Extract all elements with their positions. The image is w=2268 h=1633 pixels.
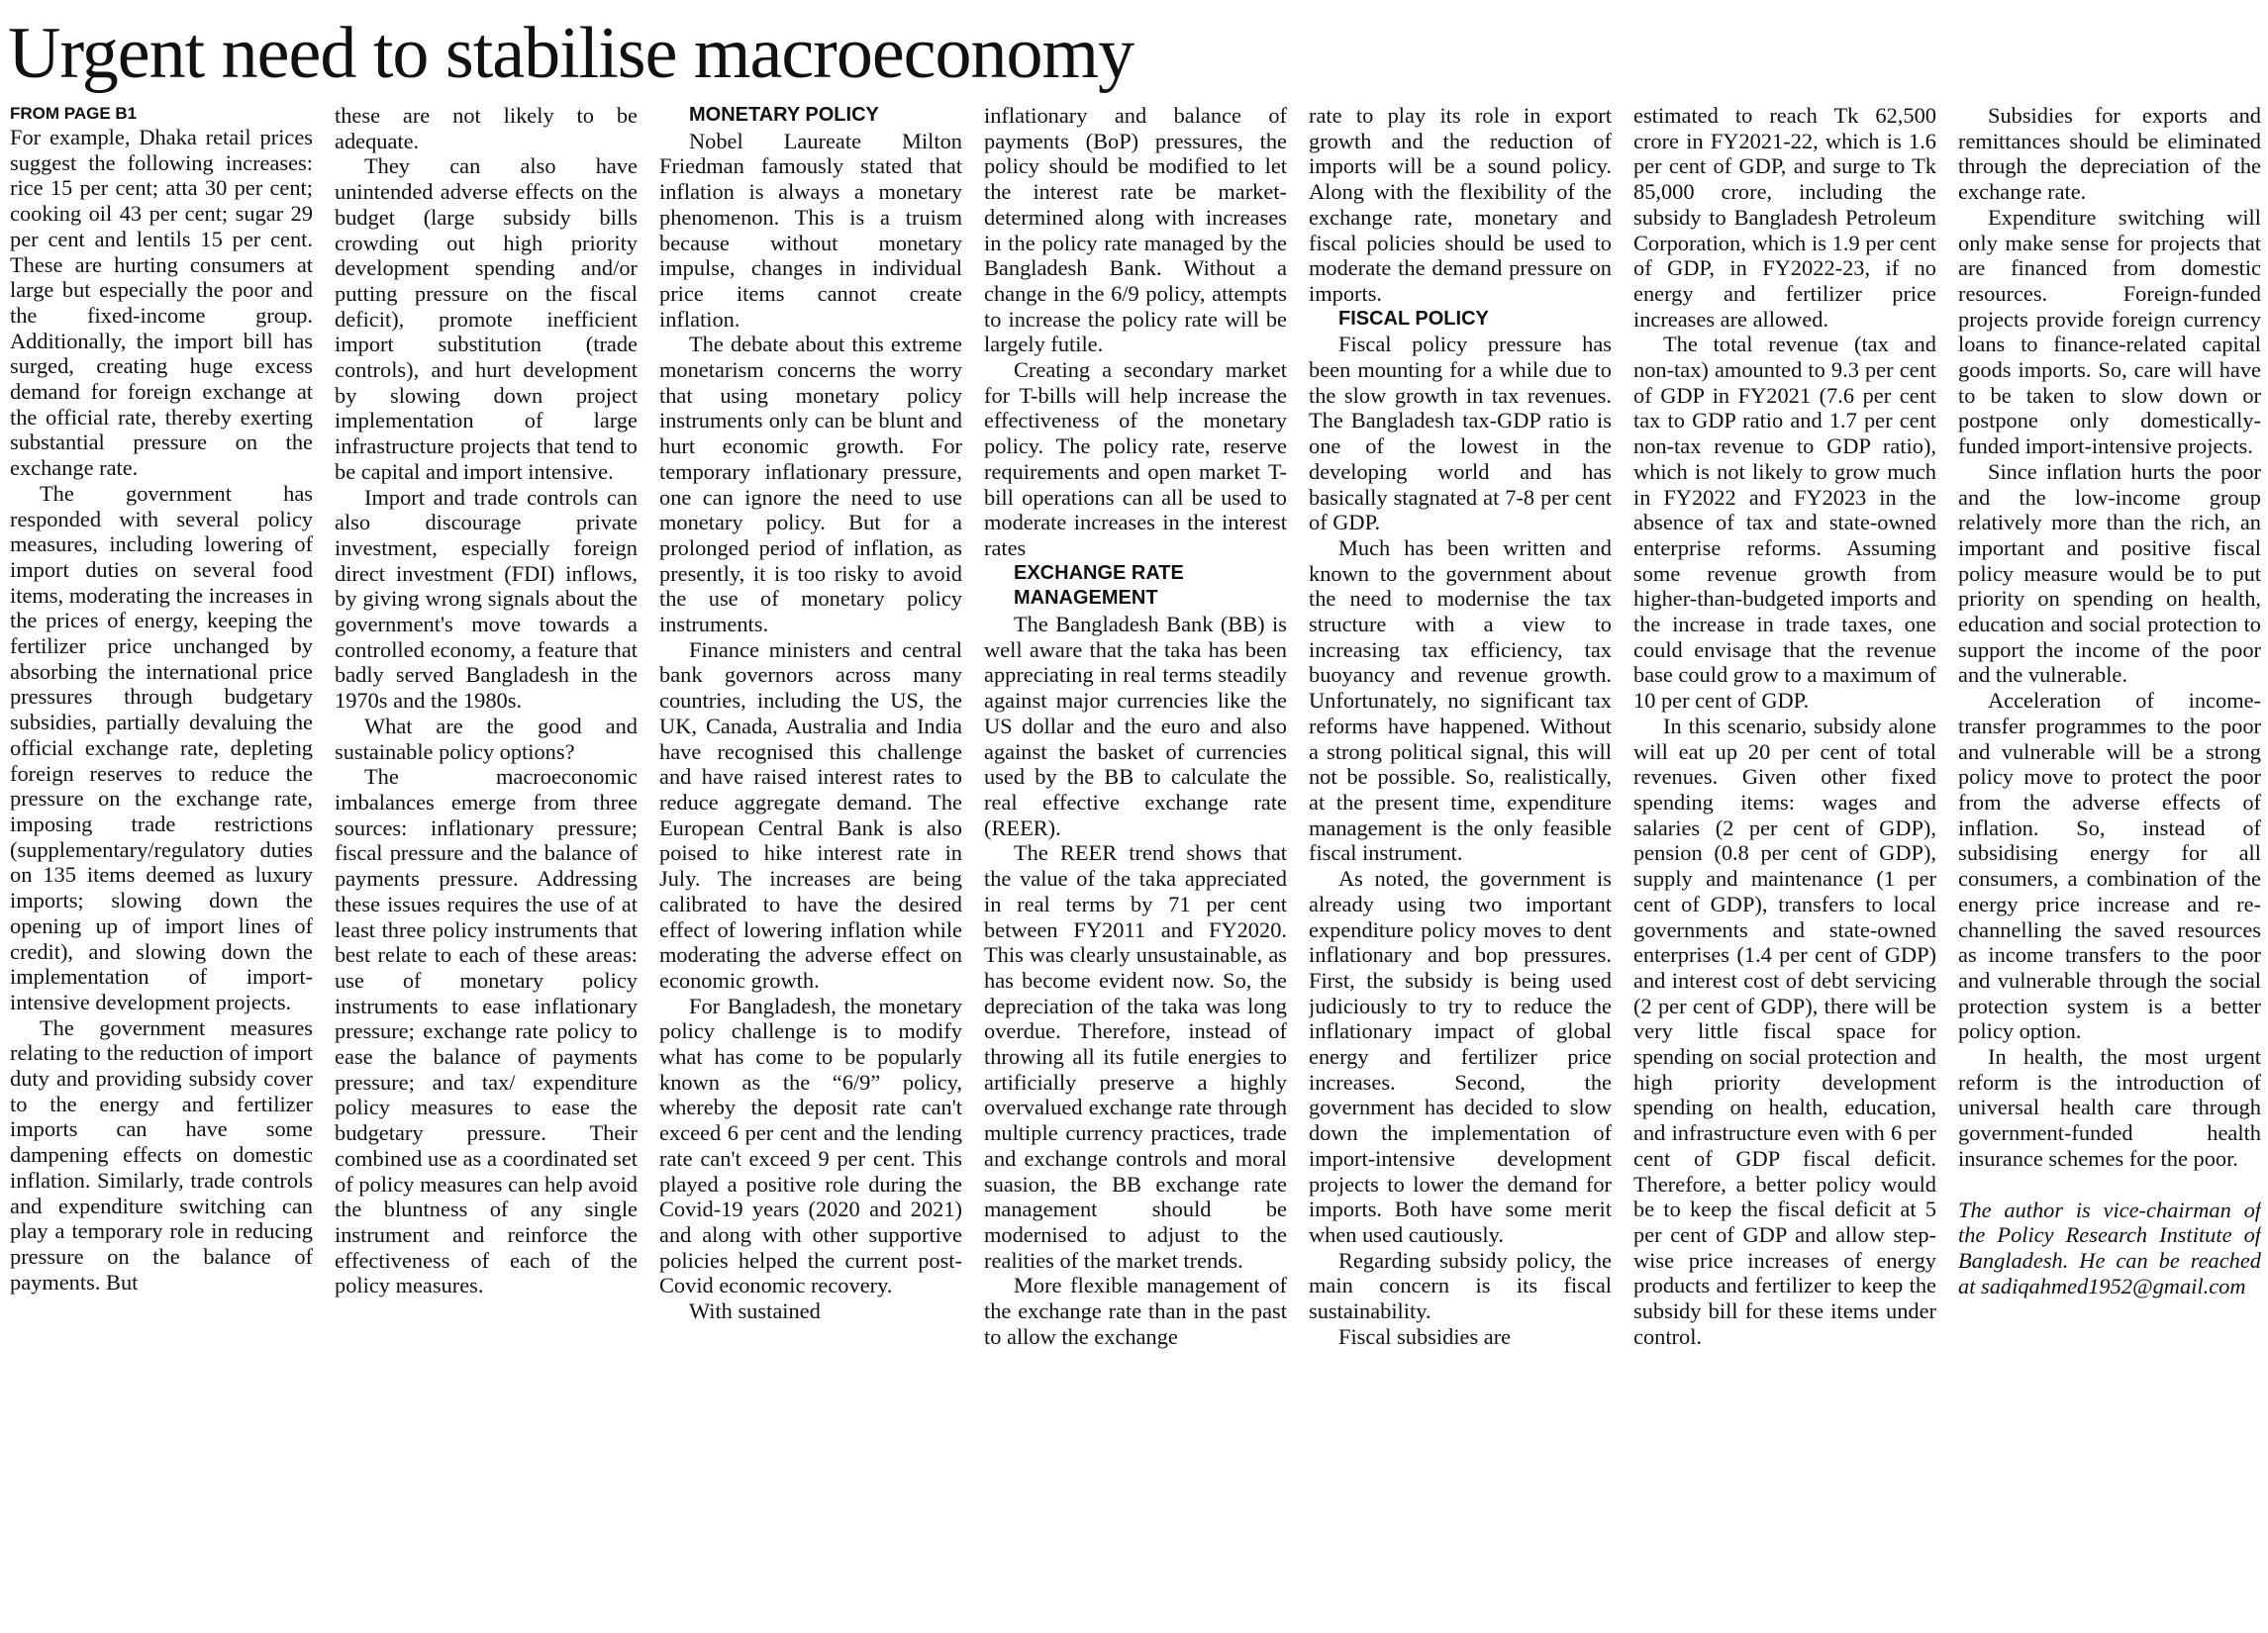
column-7 [1958, 103, 2261, 1627]
column-4 [984, 103, 1287, 1627]
paragraph: In health, the most urgent reform is the introduction of universal health care through government-funded health insurance schemes for the poor. [1958, 1044, 2261, 1171]
paragraph: Expenditure switching will only make sense for projects that are financed from domestic resources. Foreign-funded projects provide foreign currency loans to finance-related capital goods imports. So, care will have to be taken to slow down or postpone only domestically-funded import-intensive projects. [1958, 204, 2261, 459]
column-1 [10, 103, 313, 1627]
paragraph: With sustained [689, 1298, 821, 1324]
paragraph: The Bangladesh Bank (BB) is well aware that the taka has been appreciating in real terms steadily against major currencies like the US dollar and the euro and also against the basket of currencies used by the BB to calculate the real effective exchange rate (REER). [984, 612, 1287, 840]
paragraph: As noted, the government is already using two important expenditure policy moves to dent inflationary and bop pressures. First, the subsidy is being used judiciously to try to reduce the inflationary impact of global energy and fertilizer price increases. Second, the government has decided to slow down the implementation of import-intensive development projects to lower the demand for imports. Both have some merit when used cautiously. [1309, 866, 1612, 1247]
paragraph: rate to play its role in export growth and the reduction of imports will be a sound policy. Along with the flexibility of the exchange rate, monetary and fiscal policies should be used to moderate the demand pressure on imports. [1309, 103, 1612, 306]
section-heading-fiscal-policy: FISCAL POLICY [1338, 307, 1489, 330]
column-2 [335, 103, 638, 1627]
column-6 [1633, 103, 1936, 1627]
headline: Urgent need to stabilise macroeconomy [8, 13, 1134, 94]
paragraph: Fiscal subsidies are [1338, 1323, 1512, 1349]
paragraph: More flexible management of the exchange rate than in the past to allow the exchange [984, 1273, 1287, 1349]
paragraph: Finance ministers and central bank governors across many countries, including the US, the UK, Canada, Australia and India have recognised this challenge and have raised interest rates to reduce aggregate demand. The European Central Bank is also poised to hike interest rate in July. The increases are being calibrated to have the desired effect of lowering inflation while moderating the adverse effect on economic growth. [659, 636, 962, 993]
paragraph: Since inflation hurts the poor and the low-income group relatively more than the rich, an important and positive fiscal policy measure would be to put priority on spending on health, education and social protection to support the income of the poor and the vulnerable. [1958, 458, 2261, 688]
paragraph: Subsidies for exports and remittances should be eliminated through the depreciation of the exchange rate. [1958, 103, 2261, 205]
paragraph: For Bangladesh, the monetary policy challenge is to modify what has come to be popularly known as the “6/9” policy, whereby the deposit rate can't exceed 6 per cent and the lending rate can't exceed 9 per cent. This played a positive role during the Covid-19 years (2020 and 2021) and along with other supportive policies helped the current post-Covid economic recovery. [659, 993, 962, 1298]
continued-from-label: FROM PAGE B1 [10, 104, 138, 123]
paragraph: Acceleration of income-transfer programmes to the poor and vulnerable will be a strong policy move to protect the poor from the adverse effects of inflation. So, instead of subsidising energy for all consumers, a combination of the energy price increase and re-channelling the saved resources as income transfers to the poor and vulnerable through the social protection system is a better policy option. [1958, 688, 2261, 1044]
paragraph: Regarding subsidy policy, the main concern is its fiscal sustainability. [1309, 1247, 1612, 1324]
section-heading-monetary-policy: MONETARY POLICY [689, 104, 879, 126]
paragraph: The debate about this extreme monetarism concerns the worry that using monetary policy instruments only can be blunt and hurt economic growth. For temporary inflationary pressure, one can ignore the need to use monetary policy. But for a prolonged period of inflation, as presently, it is too risky to avoid the use of monetary policy instruments. [659, 332, 962, 637]
paragraph: The government measures relating to the reduction of import duty and providing subsidy cover to the energy and fertilizer imports can have some dampening effects on domestic inflation. Similarly, trade controls and expenditure switching can play a temporary role in reducing pressure on the balance of payments. But [10, 1014, 313, 1295]
paragraph: Creating a secondary market for T-bills will help increase the effectiveness of the monetary policy. The policy rate, reserve requirements and open market T-bill operations can all be used to moderate increases in the interest rates [984, 357, 1287, 560]
paragraph: For example, Dhaka retail prices suggest the following increases: rice 15 per cent; atta 30 per cent; cooking oil 43 per cent; sugar 29 per cent and lentils 15 per cent. These are hurting consumers at large but especially the poor and the fixed-income group. Additionally, the import bill has surged, creating huge excess demand for foreign exchange at the official rate, thereby exerting substantial pressure on the exchange rate. [10, 125, 313, 481]
paragraph: these are not likely to be adequate. [335, 103, 638, 153]
paragraph: The government has responded with several policy measures, including lowering of import duties on several food items, moderating the increases in the prices of energy, keeping the fertilizer price unchanged by absorbing the international price pressures through budgetary subsidies, partially devaluing the official exchange rate, depleting foreign reserves to reduce the pressure on the exchange rate, imposing trade restrictions (supplementary/regulatory duties on 135 items deemed as luxury imports; slowing down the opening up of import lines of credit), and slowing down the implementation of import-intensive development projects. [10, 480, 313, 1014]
column-3 [659, 103, 962, 1627]
author-byline: The author is vice-chairman of the Policy Research Institute of Bangladesh. He can be reached at sadiqahmed1952@gmail.com [1958, 1197, 2261, 1298]
column-5 [1309, 103, 1612, 1627]
paragraph: Fiscal policy pressure has been mounting for a while due to the slow growth in tax revenues. The Bangladesh tax-GDP ratio is one of the lowest in the developing world and has basically stagnated at 7-8 per cent of GDP. [1309, 332, 1612, 535]
paragraph: inflationary and balance of payments (BoP) pressures, the policy should be modified to let the interest rate be market-determined along with increases in the policy rate managed by the Bangladesh Bank. Without a change in the 6/9 policy, attempts to increase the policy rate will be largely futile. [984, 103, 1287, 357]
paragraph: The macroeconomic imbalances emerge from three sources: inflationary pressure; fiscal pressure and the balance of payments pressure. Addressing these issues requires the use of at least three policy instruments that best relate to each of these areas: use of monetary policy instruments to ease inflationary pressure; exchange rate policy to ease the balance of payments pressure; and tax/ expenditure policy measures to ease the budgetary pressure. Their combined use as a coordinated set of policy measures can help avoid the bluntness of any single instrument and reinforce the effectiveness of each of the policy measures. [335, 764, 638, 1298]
paragraph: Much has been written and known to the government about the need to modernise the tax structure with a view to increasing tax efficiency, tax buoyancy and revenue growth. Unfortunately, no significant tax reforms have happened. Without a strong political signal, this will not be possible. So, realistically, at the present time, expenditure management is the only feasible fiscal instrument. [1309, 534, 1612, 866]
paragraph: What are the good and sustainable policy options? [335, 713, 638, 764]
paragraph: The total revenue (tax and non-tax) amounted to 9.3 per cent of GDP in FY2021 (7.6 per cent tax to GDP ratio and 1.7 per cent non-tax revenue to GDP ratio), which is not likely to grow much in FY2022 and FY2023 in the absence of tax and state-owned enterprise reforms. Assuming some revenue growth from higher-than-budgeted imports and the increase in trade taxes, one could envisage that the revenue base could grow to a maximum of 10 per cent of GDP. [1633, 332, 1936, 714]
paragraph: In this scenario, subsidy alone will eat up 20 per cent of total revenues. Given other fixed spending items: wages and salaries (2 per cent of GDP), pension (0.8 per cent of GDP), supply and maintenance (1 per cent of GDP), transfers to local governments and state-owned enterprises (1.4 per cent of GDP) and interest cost of debt servicing (2 per cent of GDP), there will be very little fiscal space for spending on social protection and high priority development spending on health, education, and infrastructure even with 6 per cent of GDP fiscal deficit. Therefore, a better policy would be to keep the fiscal deficit at 5 per cent of GDP and allow step-wise price increases of energy products and fertilizer to keep the subsidy bill for these items under control. [1633, 713, 1936, 1349]
paragraph: They can also have unintended adverse effects on the budget (large subsidy bills crowding out high priority development spending and/or putting pressure on the fiscal deficit), promote inefficient import substitution (trade controls), and hurt development by slowing down project implementation of large infrastructure projects that tend to be capital and import intensive. [335, 153, 638, 484]
paragraph: estimated to reach Tk 62,500 crore in FY2021-22, which is 1.6 per cent of GDP, and surge to Tk 85,000 crore, including the subsidy to Bangladesh Petroleum Corporation, which is 1.9 per cent of GDP, in FY2022-23, if no energy and fertilizer price increases are allowed. [1633, 103, 1936, 332]
article-columns [10, 103, 2261, 1627]
paragraph: Nobel Laureate Milton Friedman famously stated that inflation is always a monetary phenomenon. This is a truism because without monetary impulse, changes in individual price items cannot create inflation. [659, 128, 962, 332]
paragraph: The REER trend shows that the value of the taka appreciated in real terms by 71 per cent between FY2011 and FY2020. This was clearly unsustainable, as has become evident now. So, the depreciation of the taka was long overdue. Therefore, instead of throwing all its futile energies to artificially preserve a highly overvalued exchange rate through multiple currency practices, trade and exchange controls and moral suasion, the BB exchange rate management should be modernised to adjust to the realities of the market trends. [984, 840, 1287, 1273]
section-heading-exchange-rate: EXCHANGE RATE MANAGEMENT [1014, 561, 1184, 610]
paragraph: Import and trade controls can also discourage private investment, especially foreign direct investment (FDI) inflows, by giving wrong signals about the government's move towards a controlled economy, a feature that badly served Bangladesh in the 1970s and the 1980s. [335, 484, 638, 714]
